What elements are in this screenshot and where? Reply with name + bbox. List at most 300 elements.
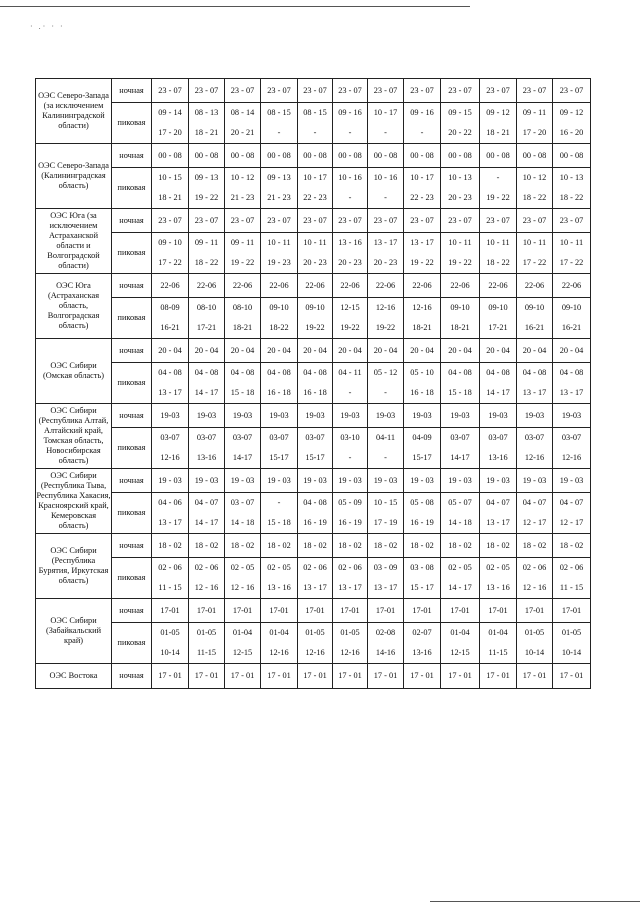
peak-hours-cell <box>152 298 189 339</box>
peak-interval-evening: 13 - 16 <box>486 583 510 592</box>
peak-interval-evening: 18 - 22 <box>486 258 510 267</box>
peak-interval-evening: 18 - 21 <box>486 128 510 137</box>
peak-hours-cell <box>368 623 404 664</box>
peak-hours-cell <box>189 233 225 274</box>
night-hours-cell: 22-06 <box>553 274 591 298</box>
peak-hours-cell <box>261 298 298 339</box>
peak-hours-cell <box>225 233 261 274</box>
peak-interval-evening: 12 - 16 <box>194 583 219 592</box>
peak-interval-evening: 13-16 <box>488 453 508 462</box>
peak-interval-evening: 21 - 23 <box>230 193 255 202</box>
peak-interval-evening: 14-17 <box>232 453 253 462</box>
night-hours-cell: 19-03 <box>225 404 261 428</box>
peak-interval-morning: 05 - 08 <box>410 498 434 507</box>
peak-interval-morning: 10 - 16 <box>338 173 362 182</box>
night-hours-cell: 23 - 07 <box>404 209 441 233</box>
peak-interval-morning: 03-07 <box>269 433 289 442</box>
peak-hours-cell <box>298 428 333 469</box>
night-hours-cell: 19-03 <box>368 404 404 428</box>
peak-interval-evening: 14 - 17 <box>448 583 472 592</box>
peak-interval-morning: 10 - 13 <box>559 173 584 182</box>
region-row-night <box>36 339 591 363</box>
peak-interval-evening: 18 - 21 <box>158 193 182 202</box>
night-hours-cell: 00 - 08 <box>480 144 517 168</box>
night-hours-cell: 19 - 03 <box>553 469 591 493</box>
peak-interval-morning: 13 - 16 <box>338 238 362 247</box>
night-hours-cell: 20 - 04 <box>368 339 404 363</box>
night-hours-cell: 17-01 <box>553 599 591 623</box>
peak-hours-cell <box>333 428 368 469</box>
peak-hours-cell <box>553 623 591 664</box>
peak-interval-evening: 13 - 16 <box>267 583 291 592</box>
peak-interval-morning: 03-07 <box>561 433 582 442</box>
peak-interval-morning: 05 - 10 <box>410 368 434 377</box>
peak-interval-evening: 11-15 <box>488 648 508 657</box>
peak-interval-evening: 16 - 19 <box>410 518 434 527</box>
peak-interval-evening: - <box>384 128 387 137</box>
peak-hours-cell <box>261 233 298 274</box>
peak-hours-cell <box>480 363 517 404</box>
night-hours-cell: 17 - 01 <box>368 664 404 689</box>
peak-interval-evening: 19 - 22 <box>448 258 472 267</box>
peak-interval-morning: 10 - 17 <box>373 108 398 117</box>
night-hours-cell: 23 - 07 <box>553 79 591 103</box>
night-hours-cell: 23 - 07 <box>261 209 298 233</box>
night-hours-cell: 17-01 <box>441 599 480 623</box>
peak-interval-morning: 04 - 08 <box>230 368 255 377</box>
mode-label-peak: пиковая <box>112 298 152 339</box>
peak-interval-morning: 01-04 <box>232 628 253 637</box>
peak-interval-evening: 17 - 22 <box>522 258 547 267</box>
peak-interval-morning: 09 - 16 <box>410 108 434 117</box>
peak-hours-cell <box>225 493 261 534</box>
peak-hours-cell <box>225 168 261 209</box>
peak-hours-cell <box>480 493 517 534</box>
peak-interval-evening: 18-21 <box>450 323 470 332</box>
peak-interval-morning: 01-05 <box>196 628 217 637</box>
peak-hours-cell <box>517 363 553 404</box>
night-hours-cell: 23 - 07 <box>441 209 480 233</box>
peak-interval-evening: - <box>348 128 352 137</box>
night-hours-cell: 23 - 07 <box>368 209 404 233</box>
night-hours-cell: 20 - 04 <box>152 339 189 363</box>
peak-interval-evening: 13 - 17 <box>522 388 547 397</box>
region-row-peak <box>36 623 591 664</box>
peak-hours-cell <box>480 623 517 664</box>
peak-interval-evening: 18-22 <box>269 323 289 332</box>
peak-hours-cell <box>368 493 404 534</box>
night-hours-cell: 19 - 03 <box>225 469 261 493</box>
peak-interval-morning: 03-07 <box>305 433 325 442</box>
peak-interval-morning: 04 - 07 <box>194 498 219 507</box>
peak-interval-evening: 12-16 <box>269 648 289 657</box>
peak-interval-morning: 02 - 06 <box>194 563 219 572</box>
night-hours-cell: 20 - 04 <box>261 339 298 363</box>
peak-interval-evening: 14-16 <box>375 648 396 657</box>
peak-interval-morning: 08-10 <box>196 303 217 312</box>
peak-hours-cell <box>368 233 404 274</box>
peak-interval-evening: 18 - 22 <box>194 258 219 267</box>
peak-hours-cell <box>517 558 553 599</box>
peak-interval-morning: 10 - 15 <box>158 173 182 182</box>
peak-interval-evening: 16 - 19 <box>303 518 327 527</box>
peak-interval-evening: 17 - 20 <box>158 128 182 137</box>
peak-hours-cell <box>441 233 480 274</box>
peak-interval-morning: 09-10 <box>561 303 582 312</box>
peak-interval-morning: 09 - 11 <box>522 108 547 117</box>
peak-hours-schedule-table <box>35 78 591 689</box>
peak-hours-cell <box>225 623 261 664</box>
peak-hours-cell <box>189 103 225 144</box>
peak-interval-morning: 03 - 09 <box>373 563 398 572</box>
peak-interval-evening: - <box>277 128 281 137</box>
night-hours-cell: 19 - 03 <box>368 469 404 493</box>
peak-hours-cell <box>298 103 333 144</box>
peak-interval-evening: 12-16 <box>340 648 360 657</box>
peak-interval-evening: 16 - 18 <box>410 388 434 397</box>
night-hours-cell: 19 - 03 <box>261 469 298 493</box>
mode-label-peak: пиковая <box>112 623 152 664</box>
night-hours-cell: 19 - 03 <box>480 469 517 493</box>
peak-interval-evening: 13 - 17 <box>158 518 182 527</box>
peak-interval-morning: 08-10 <box>232 303 253 312</box>
peak-interval-evening: - <box>313 128 317 137</box>
night-hours-cell: 20 - 04 <box>298 339 333 363</box>
peak-hours-cell <box>298 558 333 599</box>
peak-hours-cell <box>553 168 591 209</box>
peak-hours-cell <box>553 558 591 599</box>
peak-interval-morning: 03 - 07 <box>230 498 255 507</box>
mode-label-night: ночная <box>112 664 152 689</box>
peak-hours-cell <box>517 103 553 144</box>
region-name: ОЭС Северо-Запада (за исключением Калининградской области) <box>36 79 112 144</box>
peak-interval-morning: 10 - 11 <box>448 238 472 247</box>
peak-interval-evening: 21 - 23 <box>267 193 291 202</box>
peak-hours-cell <box>404 168 441 209</box>
peak-interval-morning: 05 - 07 <box>448 498 472 507</box>
peak-interval-morning: 04 - 11 <box>338 368 362 377</box>
peak-interval-morning: 10 - 17 <box>410 173 434 182</box>
peak-interval-morning: 10 - 13 <box>448 173 472 182</box>
peak-interval-evening: 20 - 23 <box>338 258 362 267</box>
peak-interval-morning: 10 - 11 <box>267 238 291 247</box>
peak-hours-cell <box>189 168 225 209</box>
peak-hours-cell <box>189 298 225 339</box>
peak-interval-morning: 01-04 <box>450 628 470 637</box>
region-name: ОЭС Сибири (Омская область) <box>36 339 112 404</box>
peak-interval-evening: 16-21 <box>524 323 545 332</box>
peak-hours-cell <box>517 233 553 274</box>
night-hours-cell: 22-06 <box>404 274 441 298</box>
night-hours-cell: 20 - 04 <box>517 339 553 363</box>
peak-interval-evening: 19-22 <box>375 323 396 332</box>
peak-interval-evening: 20 - 23 <box>303 258 327 267</box>
night-hours-cell: 18 - 02 <box>152 534 189 558</box>
peak-interval-evening: 15-17 <box>305 453 325 462</box>
peak-interval-evening: 13 - 17 <box>303 583 327 592</box>
peak-hours-cell <box>261 103 298 144</box>
peak-hours-cell <box>189 623 225 664</box>
peak-interval-evening: 10-14 <box>524 648 545 657</box>
scan-bottom-edge-line <box>430 901 640 902</box>
mode-label-night: ночная <box>112 274 152 298</box>
peak-interval-morning: 09 - 15 <box>448 108 472 117</box>
mode-label-night: ночная <box>112 404 152 428</box>
mode-label-night: ночная <box>112 534 152 558</box>
region-row-night <box>36 664 591 689</box>
night-hours-cell: 19-03 <box>404 404 441 428</box>
night-hours-cell: 22-06 <box>441 274 480 298</box>
peak-interval-evening: 18-21 <box>412 323 432 332</box>
peak-interval-morning: 05 - 12 <box>373 368 398 377</box>
peak-interval-evening: 15 - 18 <box>230 388 255 397</box>
region-name: ОЭС Сибири (Республика Бурятия, Иркутская область) <box>36 534 112 599</box>
mode-label-peak: пиковая <box>112 493 152 534</box>
peak-interval-morning: 09 - 14 <box>158 108 182 117</box>
peak-interval-morning: 10 - 11 <box>559 238 584 247</box>
night-hours-cell: 20 - 04 <box>441 339 480 363</box>
peak-interval-morning: 09-10 <box>305 303 325 312</box>
peak-interval-morning: 09 - 10 <box>158 238 182 247</box>
peak-interval-evening: - <box>384 453 387 462</box>
night-hours-cell: 19 - 03 <box>333 469 368 493</box>
peak-interval-evening: 12 - 16 <box>522 583 547 592</box>
night-hours-cell: 18 - 02 <box>261 534 298 558</box>
peak-interval-morning: 10 - 15 <box>373 498 398 507</box>
peak-hours-cell <box>480 428 517 469</box>
peak-hours-cell <box>189 558 225 599</box>
region-row-peak <box>36 233 591 274</box>
peak-interval-evening: 22 - 23 <box>410 193 434 202</box>
peak-interval-morning: 02 - 05 <box>230 563 255 572</box>
peak-hours-cell <box>441 298 480 339</box>
peak-interval-evening: 14 - 17 <box>194 388 219 397</box>
region-row-night <box>36 209 591 233</box>
night-hours-cell: 23 - 07 <box>225 209 261 233</box>
region-row-night <box>36 599 591 623</box>
peak-interval-morning: 04 - 08 <box>522 368 547 377</box>
peak-hours-cell <box>517 168 553 209</box>
peak-interval-evening: 18-21 <box>232 323 253 332</box>
peak-interval-morning: 13 - 17 <box>373 238 398 247</box>
peak-interval-evening: 13 - 17 <box>338 583 362 592</box>
peak-interval-evening: 13 - 17 <box>158 388 182 397</box>
night-hours-cell: 19 - 03 <box>189 469 225 493</box>
peak-interval-evening: 10-14 <box>561 648 582 657</box>
night-hours-cell: 20 - 04 <box>333 339 368 363</box>
peak-interval-evening: 16 - 18 <box>303 388 327 397</box>
mode-label-night: ночная <box>112 339 152 363</box>
peak-interval-morning: 02-07 <box>412 628 432 637</box>
peak-hours-cell <box>333 103 368 144</box>
night-hours-cell: 17 - 01 <box>441 664 480 689</box>
night-hours-cell: 00 - 08 <box>298 144 333 168</box>
region-name: ОЭС Сибири (Республика Тыва, Республика Хакасия, Красноярский край, Кемеровская область) <box>36 469 112 534</box>
night-hours-cell: 00 - 08 <box>553 144 591 168</box>
peak-hours-cell <box>441 623 480 664</box>
peak-interval-morning: 09 - 12 <box>486 108 510 117</box>
peak-interval-evening: - <box>348 388 352 397</box>
peak-interval-evening: 15 - 18 <box>267 518 291 527</box>
peak-interval-morning: 01-05 <box>160 628 180 637</box>
peak-hours-cell <box>441 558 480 599</box>
peak-hours-cell <box>368 363 404 404</box>
night-hours-cell: 17-01 <box>261 599 298 623</box>
peak-hours-cell <box>441 493 480 534</box>
night-hours-cell: 23 - 07 <box>480 209 517 233</box>
peak-interval-morning: 13 - 17 <box>410 238 434 247</box>
peak-interval-evening: 10-14 <box>160 648 180 657</box>
peak-hours-cell <box>404 298 441 339</box>
peak-interval-morning: 09-10 <box>450 303 470 312</box>
peak-interval-evening: 14-17 <box>450 453 470 462</box>
night-hours-cell: 17-01 <box>225 599 261 623</box>
peak-interval-morning: 10 - 12 <box>230 173 255 182</box>
night-hours-cell: 23 - 07 <box>404 79 441 103</box>
region-row-peak <box>36 428 591 469</box>
night-hours-cell: 17-01 <box>189 599 225 623</box>
peak-interval-evening: 18 - 22 <box>522 193 547 202</box>
night-hours-cell: 19-03 <box>480 404 517 428</box>
night-hours-cell: 17-01 <box>298 599 333 623</box>
peak-hours-cell <box>404 363 441 404</box>
peak-hours-cell <box>261 493 298 534</box>
night-hours-cell: 19 - 03 <box>298 469 333 493</box>
night-hours-cell: 23 - 07 <box>333 209 368 233</box>
night-hours-cell: 17-01 <box>368 599 404 623</box>
peak-interval-evening: 20 - 22 <box>448 128 472 137</box>
region-row-peak <box>36 168 591 209</box>
peak-interval-morning: 08 - 13 <box>194 108 219 117</box>
night-hours-cell: 17 - 01 <box>404 664 441 689</box>
night-hours-cell: 17 - 01 <box>333 664 368 689</box>
night-hours-cell: 18 - 02 <box>368 534 404 558</box>
night-hours-cell: 23 - 07 <box>368 79 404 103</box>
peak-interval-evening: 16 - 19 <box>338 518 362 527</box>
peak-hours-cell <box>404 233 441 274</box>
peak-interval-morning: 02 - 06 <box>559 563 584 572</box>
region-row-night <box>36 469 591 493</box>
night-hours-cell: 00 - 08 <box>152 144 189 168</box>
peak-hours-cell <box>553 298 591 339</box>
peak-interval-morning: 09 - 16 <box>338 108 362 117</box>
night-hours-cell: 19 - 03 <box>517 469 553 493</box>
peak-hours-cell <box>152 103 189 144</box>
peak-hours-cell <box>152 233 189 274</box>
peak-hours-cell <box>333 298 368 339</box>
mode-label-peak: пиковая <box>112 558 152 599</box>
night-hours-cell: 00 - 08 <box>404 144 441 168</box>
peak-interval-morning: 02 - 06 <box>522 563 547 572</box>
night-hours-cell: 22-06 <box>517 274 553 298</box>
peak-interval-morning: 04 - 07 <box>486 498 510 507</box>
peak-hours-cell <box>441 103 480 144</box>
peak-hours-cell <box>225 103 261 144</box>
peak-interval-evening: 12-16 <box>561 453 582 462</box>
peak-hours-cell <box>189 363 225 404</box>
peak-interval-morning: 08 - 15 <box>267 108 291 117</box>
peak-hours-cell <box>333 168 368 209</box>
peak-interval-evening: 12-16 <box>305 648 325 657</box>
peak-hours-cell <box>225 298 261 339</box>
peak-interval-evening: 16-21 <box>561 323 582 332</box>
peak-interval-evening: 19 - 22 <box>410 258 434 267</box>
peak-interval-morning: 04 - 08 <box>194 368 219 377</box>
peak-interval-morning: 05 - 09 <box>338 498 362 507</box>
night-hours-cell: 23 - 07 <box>298 79 333 103</box>
peak-interval-morning: 01-05 <box>561 628 582 637</box>
peak-interval-morning: 04 - 07 <box>559 498 584 507</box>
region-row-peak <box>36 298 591 339</box>
peak-interval-evening: 19-22 <box>305 323 325 332</box>
night-hours-cell: 19-03 <box>189 404 225 428</box>
peak-interval-evening: 17-21 <box>196 323 217 332</box>
peak-interval-morning: 04 - 08 <box>267 368 291 377</box>
night-hours-cell: 19 - 03 <box>152 469 189 493</box>
peak-hours-cell <box>480 233 517 274</box>
peak-interval-morning: 10 - 11 <box>522 238 547 247</box>
peak-interval-morning: 02 - 06 <box>338 563 362 572</box>
night-hours-cell: 22-06 <box>298 274 333 298</box>
peak-interval-morning: 04 - 08 <box>448 368 472 377</box>
mode-label-peak: пиковая <box>112 168 152 209</box>
night-hours-cell: 23 - 07 <box>298 209 333 233</box>
peak-interval-evening: 20 - 23 <box>373 258 398 267</box>
mode-label-night: ночная <box>112 599 152 623</box>
peak-hours-cell <box>441 363 480 404</box>
peak-interval-morning: 04 - 08 <box>303 498 327 507</box>
peak-hours-cell <box>261 428 298 469</box>
scan-marks: · .· · · <box>30 22 65 31</box>
peak-hours-cell <box>517 428 553 469</box>
night-hours-cell: 23 - 07 <box>517 209 553 233</box>
peak-interval-evening: 13 - 17 <box>559 388 584 397</box>
peak-interval-evening: 14 - 17 <box>486 388 510 397</box>
night-hours-cell: 20 - 04 <box>225 339 261 363</box>
peak-interval-evening: 16 - 20 <box>559 128 584 137</box>
peak-interval-morning: 10 - 16 <box>373 173 398 182</box>
mode-label-peak: пиковая <box>112 233 152 274</box>
night-hours-cell: 22-06 <box>333 274 368 298</box>
peak-interval-evening: 13 - 17 <box>373 583 398 592</box>
peak-hours-cell <box>152 493 189 534</box>
peak-interval-evening: 19 - 23 <box>267 258 291 267</box>
night-hours-cell: 18 - 02 <box>298 534 333 558</box>
night-hours-cell: 17 - 01 <box>189 664 225 689</box>
peak-interval-morning: 09-10 <box>524 303 545 312</box>
peak-interval-morning: - <box>496 173 500 182</box>
peak-hours-cell <box>152 363 189 404</box>
night-hours-cell: 00 - 08 <box>225 144 261 168</box>
mode-label-peak: пиковая <box>112 363 152 404</box>
peak-hours-cell <box>553 428 591 469</box>
peak-hours-cell <box>480 103 517 144</box>
peak-interval-evening: 18 - 22 <box>559 193 584 202</box>
region-name: ОЭС Сибири (Забайкальский край) <box>36 599 112 664</box>
peak-interval-morning: 03-07 <box>524 433 545 442</box>
mode-label-peak: пиковая <box>112 428 152 469</box>
night-hours-cell: 17-01 <box>480 599 517 623</box>
peak-interval-morning: 01-04 <box>488 628 508 637</box>
peak-interval-evening: - <box>384 193 387 202</box>
peak-hours-cell <box>298 168 333 209</box>
peak-interval-evening: 16-21 <box>160 323 180 332</box>
peak-hours-cell <box>553 363 591 404</box>
region-row-peak <box>36 493 591 534</box>
peak-interval-evening: 12 - 16 <box>230 583 255 592</box>
peak-hours-cell <box>480 168 517 209</box>
peak-interval-morning: 02 - 06 <box>158 563 182 572</box>
